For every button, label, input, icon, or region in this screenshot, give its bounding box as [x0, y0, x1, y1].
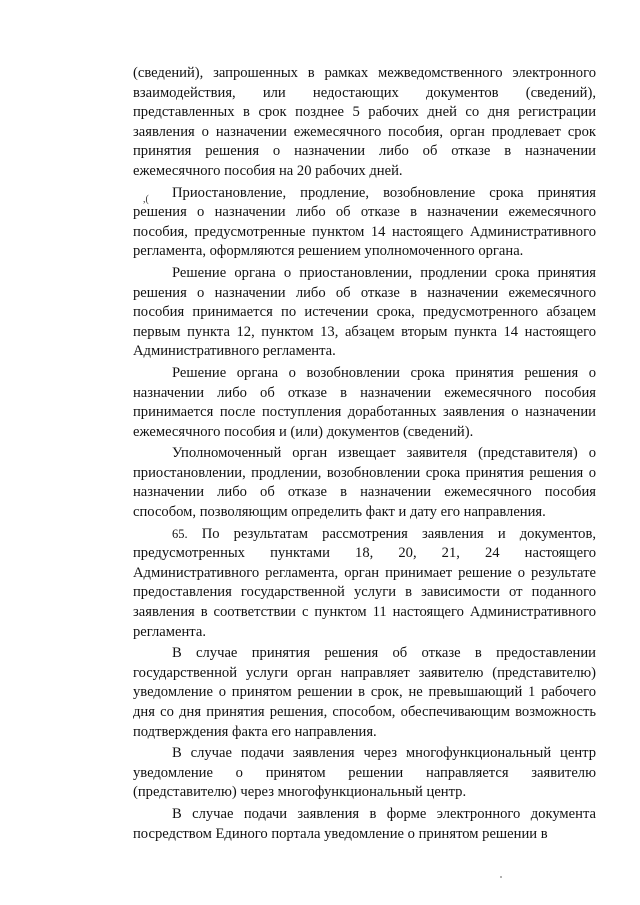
- item-text: По результатам рассмотрения заявления и документов, предусмотренных пунктами 18, 20, 21, 24 настоящего Административного регламента, орган принимает решение о результате предоставления государственной услуги в зависимости от поданного заявления в соответствии с пунктом 11 настоящего Административного регламента.: [133, 525, 596, 640]
- document-body: [133, 64, 596, 846]
- paragraph-resumption-decision: Решение органа о возобновлении срока принятия решения о назначении либо об отказе в назначении ежемесячного пособия принимается после поступления доработанных заявления о назначении ежемесячного пособия и (или) документов (сведений).: [133, 364, 596, 440]
- paragraph-continuation: (сведений), запрошенных в рамках межведомственного электронного взаимодействия, или недостающих документов (сведений), представленных в срок позднее 5 рабочих дней со дня регистрации заявления о назначении ежемесячного пособия, орган продлевает срок принятия решения о назначении либо об отказе в назначении ежемесячного пособия на 20 рабочих дней.: [133, 65, 596, 179]
- paragraph-notification: Уполномоченный орган извещает заявителя (представителя) о приостановлении, продлении, возобновлении срока принятия решения о назначении либо об отказе в назначении ежемесячного пособия способом, позволяющим определить факт и дату его направления.: [133, 445, 596, 521]
- paragraph-suspension: Приостановление, продление, возобновление срока принятия решения о назначении либо об отказе в назначении ежемесячного пособия, предусмотренные пунктом 14 настоящего Административного регламента, оформляются решением уполномоченного органа.: [133, 184, 596, 260]
- paragraph-suspension-decision: Решение органа о приостановлении, продлении срока принятия решения о назначении либо об отказе в назначении ежемесячного пособия принимается по истечении срока, предусмотренного абзацем первым пункта 12, пунктом 13, абзацем вторым пункта 14 настоящего Административного регламента.: [133, 264, 596, 360]
- scan-mark: ,(: [143, 194, 149, 205]
- item-number: 65.: [172, 526, 188, 541]
- paragraph-portal: В случае подачи заявления в форме электронного документа посредством Единого портала уведомление о принятом решении в: [133, 805, 596, 842]
- scan-speck: [500, 876, 502, 878]
- paragraph-refusal: В случае принятия решения об отказе в предоставлении государственной услуги орган направляет заявителю (представителю) уведомление о принятом решении в срок, не превышающий 1 рабочего дня со дня принятия решения, способом, обеспечивающим возможность подтверждения факта его направления.: [133, 645, 596, 740]
- paragraph-item-65: [133, 525, 596, 643]
- paragraph-mfc: В случае подачи заявления через многофункциональный центр уведомление о принятом решении направляется заявителю (представителю) через многофункциональный центр.: [133, 745, 596, 801]
